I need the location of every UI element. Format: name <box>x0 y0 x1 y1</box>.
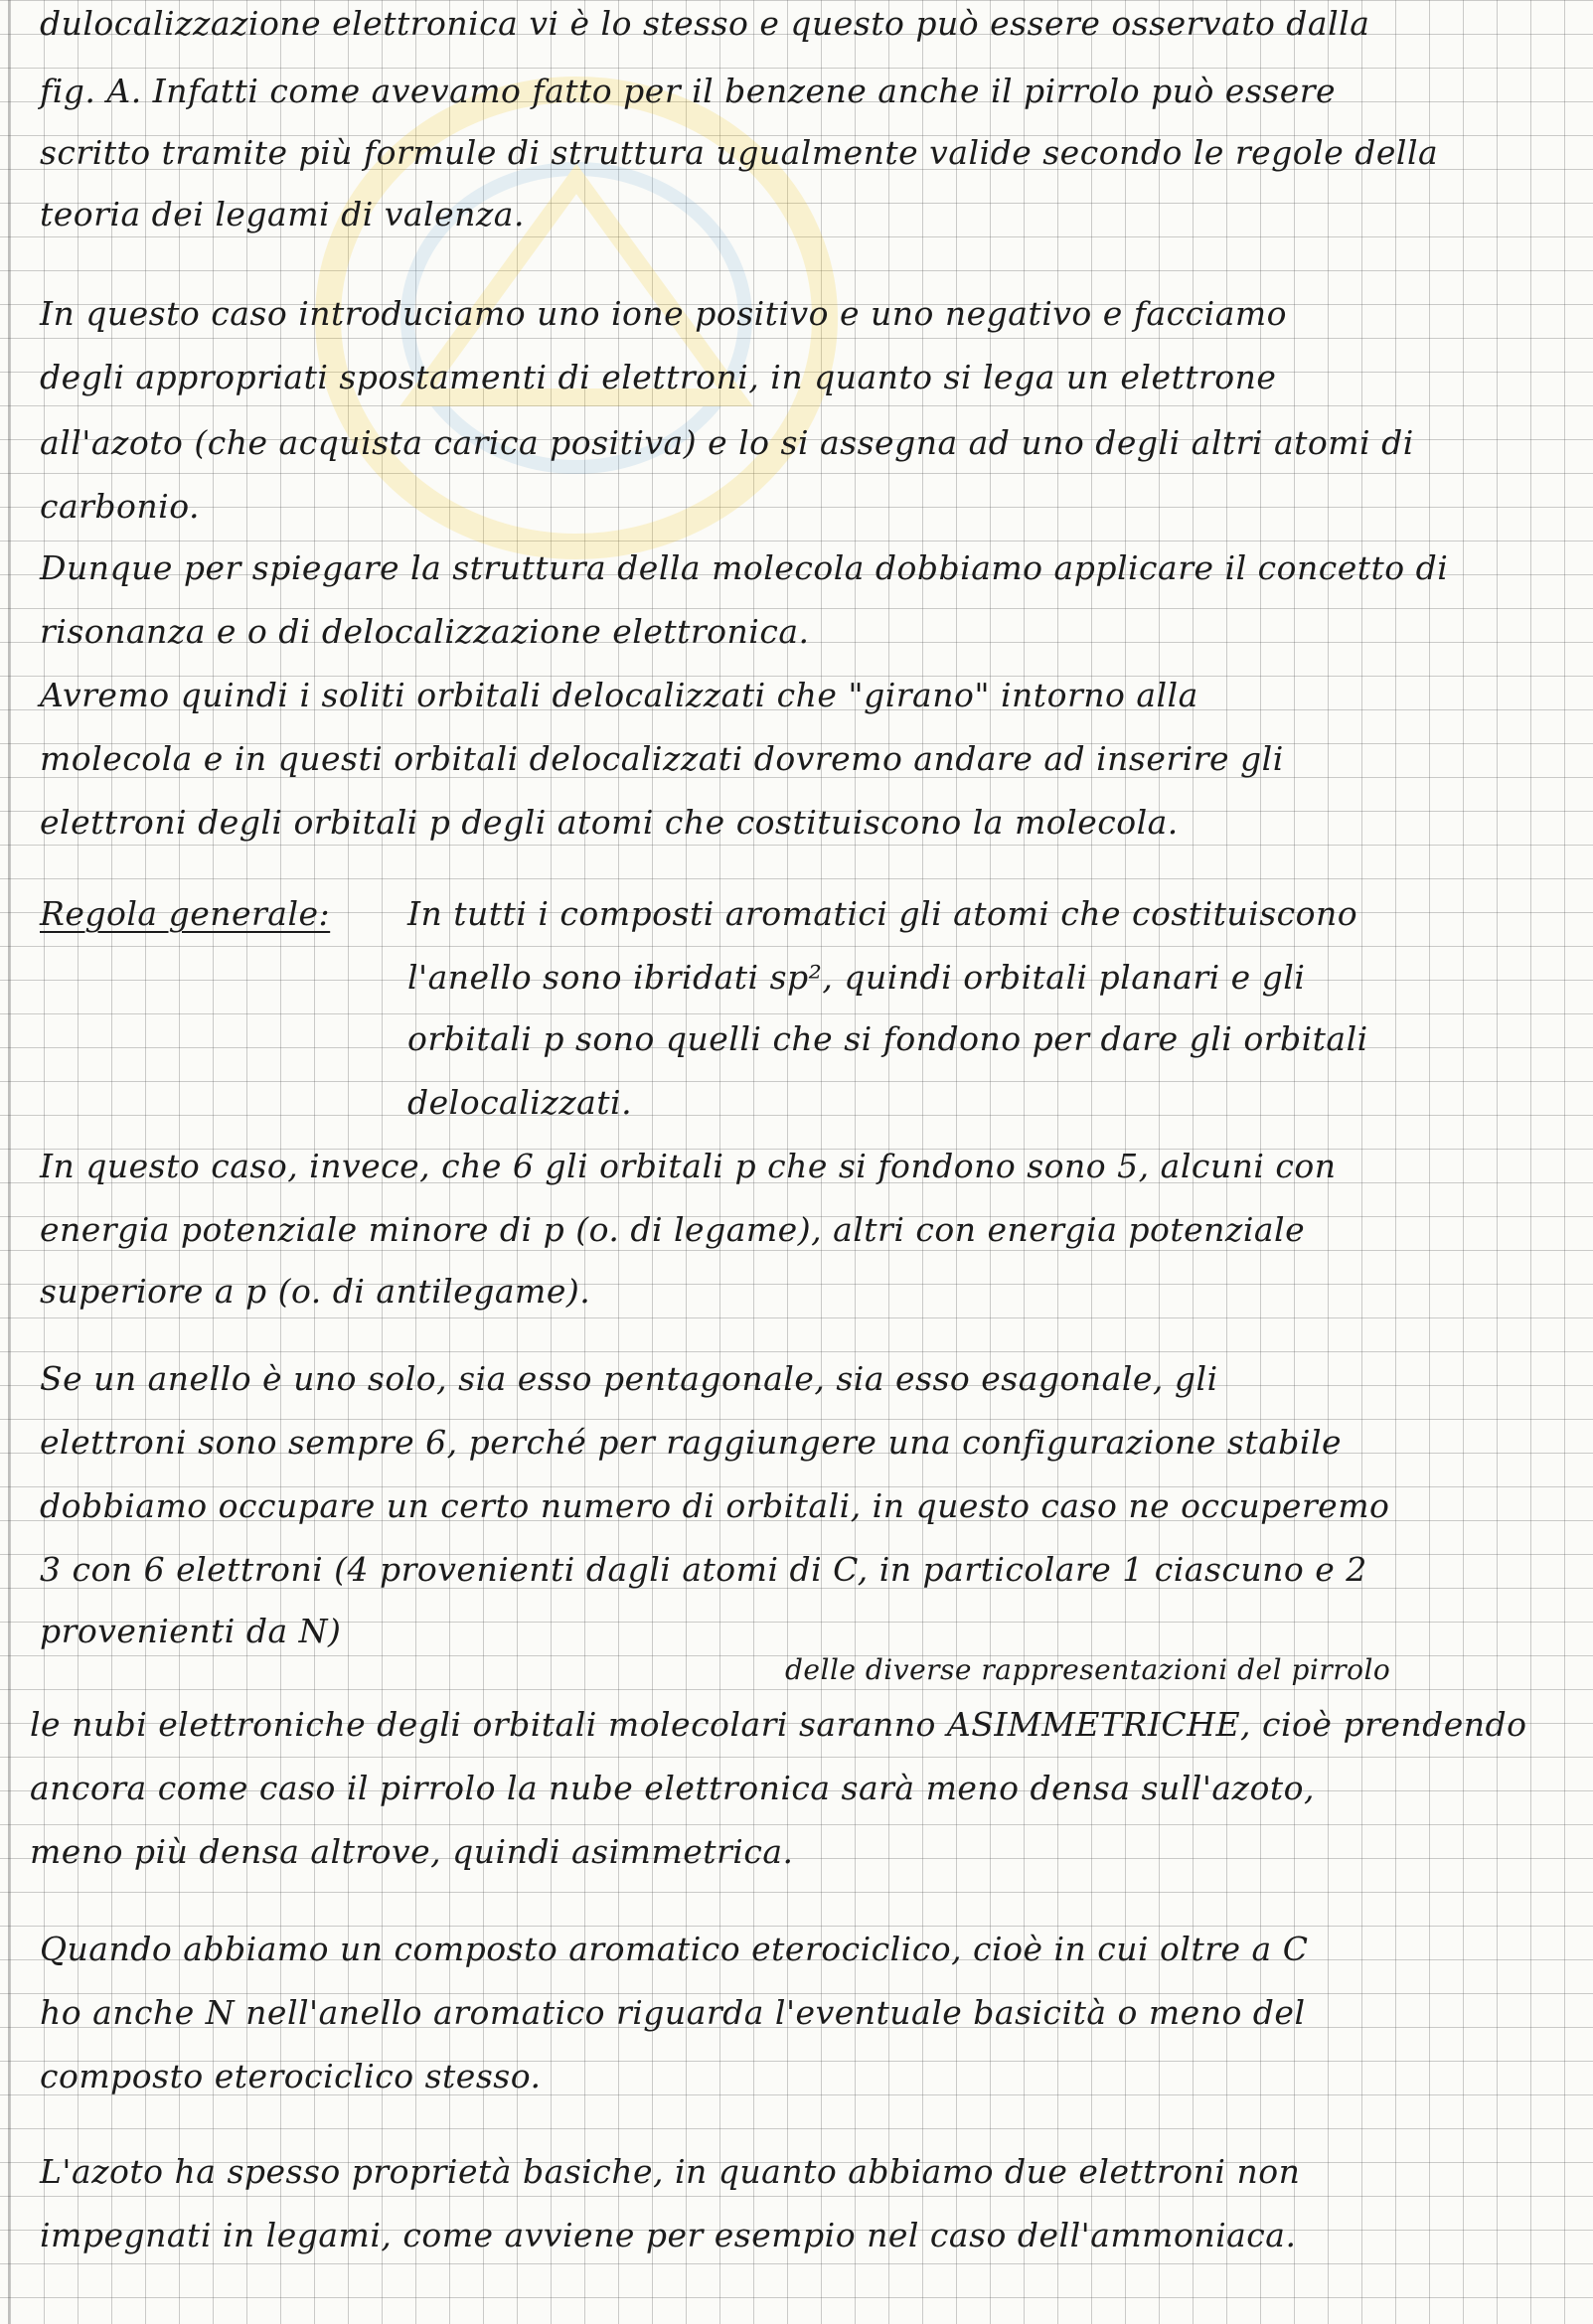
note-line: Dunque per spiegare la struttura della molecola dobbiamo applicare il concetto di <box>40 548 1449 587</box>
note-line: 3 con 6 elettroni (4 provenienti dagli atomi di C, in particolare 1 ciascuno e 2 <box>40 1550 1367 1589</box>
note-line: impegnati in legami, come avviene per esempio nel caso dell'ammoniaca. <box>40 2216 1297 2254</box>
note-line: l'anello sono ibridati sp², quindi orbitali planari e gli <box>407 958 1306 997</box>
note-line: Quando abbiamo un composto aromatico eterociclico, cioè in cui oltre a C <box>40 1930 1309 1968</box>
note-line: scritto tramite più formule di struttura ugualmente valide secondo le regole della <box>40 133 1439 172</box>
section-heading: Regola generale: <box>40 894 331 933</box>
note-line: dobbiamo occupare un certo numero di orbitali, in questo caso ne occuperemo <box>40 1486 1390 1525</box>
note-annotation: delle diverse rappresentazioni del pirrolo <box>785 1653 1391 1686</box>
note-line: teoria dei legami di valenza. <box>40 195 525 233</box>
note-line: dulocalizzazione elettronica vi è lo stesso e questo può essere osservato dalla <box>40 4 1370 43</box>
note-line: Avremo quindi i soliti orbitali delocalizzati che "girano" intorno alla <box>40 676 1198 714</box>
note-line: In questo caso introduciamo uno ione positivo e uno negativo e facciamo <box>40 294 1288 333</box>
note-line: le nubi elettroniche degli orbitali molecolari saranno ASIMMETRICHE, cioè prendendo <box>30 1705 1527 1744</box>
note-line: all'azoto (che acquista carica positiva) e lo si assegna ad uno degli altri atomi di <box>40 423 1414 462</box>
note-line: ancora come caso il pirrolo la nube elettronica sarà meno densa sull'azoto, <box>30 1769 1315 1807</box>
note-line: meno più densa altrove, quindi asimmetrica. <box>30 1832 794 1871</box>
note-line: degli appropriati spostamenti di elettroni, in quanto si lega un elettrone <box>40 358 1277 396</box>
note-line: composto eterociclico stesso. <box>40 2057 542 2095</box>
left-margin-line <box>8 0 10 2324</box>
note-line: L'azoto ha spesso proprietà basiche, in quanto abbiamo due elettroni non <box>40 2152 1301 2191</box>
note-line: carbonio. <box>40 487 201 526</box>
note-line: In tutti i composti aromatici gli atomi che costituiscono <box>407 894 1358 933</box>
note-line: molecola e in questi orbitali delocalizzati dovremo andare ad inserire gli <box>40 739 1284 778</box>
note-line: delocalizzati. <box>407 1083 633 1122</box>
note-line: energia potenziale minore di p (o. di legame), altri con energia potenziale <box>40 1210 1306 1249</box>
note-line: In questo caso, invece, che 6 gli orbitali p che si fondono sono 5, alcuni con <box>40 1147 1337 1185</box>
note-line: provenienti da N) <box>40 1612 342 1650</box>
note-line: orbitali p sono quelli che si fondono per dare gli orbitali <box>407 1019 1368 1058</box>
note-line: Se un anello è uno solo, sia esso pentagonale, sia esso esagonale, gli <box>40 1359 1218 1398</box>
note-line: elettroni sono sempre 6, perché per raggiungere una configurazione stabile <box>40 1423 1343 1462</box>
note-line: risonanza e o di delocalizzazione elettronica. <box>40 612 810 651</box>
note-line: ho anche N nell'anello aromatico riguarda l'eventuale basicità o meno del <box>40 1993 1306 2032</box>
note-line: superiore a p (o. di antilegame). <box>40 1272 591 1311</box>
note-line: fig. A. Infatti come avevamo fatto per il benzene anche il pirrolo può essere <box>40 72 1337 110</box>
note-line: elettroni degli orbitali p degli atomi che costituiscono la molecola. <box>40 803 1179 842</box>
